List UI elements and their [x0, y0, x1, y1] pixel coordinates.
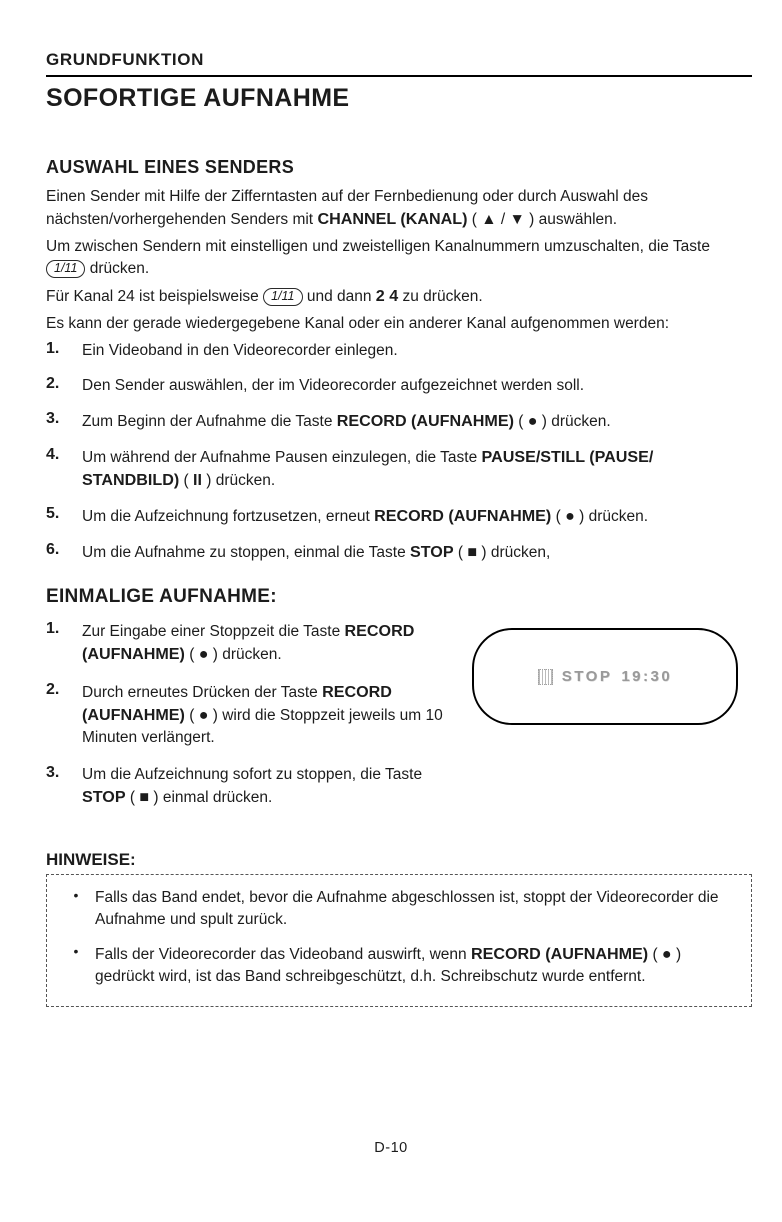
bullet-icon: • [73, 943, 79, 959]
step-text: Ein Videoband in den Videorecorder einlegen. [82, 342, 398, 359]
paragraph-channel-3: Für Kanal 24 ist beispielsweise 1/11 und dann 2 4 zu drücken. [46, 287, 483, 305]
step-number: 2. [46, 375, 60, 392]
bullet-text: Falls das Band endet, bevor die Aufnahme abgeschlossen ist, stoppt der Videorecorder die Aufnahme und spult zurück. [95, 889, 719, 928]
page-title: SOFORTIGE AUFNAHME [46, 84, 350, 112]
header-rule [46, 75, 752, 77]
step-text: Um während der Aufnahme Pausen einzulegen, die Taste PAUSE/STILL (PAUSE/ STANDBILD) ( II ) drücken. [82, 448, 654, 489]
otr-section [46, 586, 752, 824]
step-text: Zur Eingabe einer Stoppzeit die Taste RECORD (AUFNAHME) ( ● ) drücken. [82, 622, 415, 663]
display-wrap [458, 620, 752, 824]
step-text: Durch erneutes Drücken der Taste RECORD (AUFNAHME) ( ● ) wird die Stoppzeit jeweils um 10 Minuten verlängert. [82, 683, 443, 746]
record-intro: Es kann der gerade wiedergegebene Kanal oder ein anderer Kanal aufgenommen werden: [46, 315, 670, 332]
list-item [46, 541, 752, 564]
step-text: Zum Beginn der Aufnahme die Taste RECORD (AUFNAHME) ( ● ) drücken. [82, 412, 611, 430]
step-number: 3. [46, 410, 60, 427]
step-number: 2. [46, 681, 60, 698]
list-item [57, 887, 737, 931]
channel-select-section [46, 157, 752, 308]
chapter-header: GRUNDFUNKTION [46, 50, 204, 69]
list-item [46, 410, 752, 433]
list-item [46, 620, 458, 666]
step-text: Um die Aufzeichnung sofort zu stoppen, die Taste STOP ( ■ ) einmal drücken. [82, 766, 423, 806]
step-number: 4. [46, 446, 60, 463]
display-stop-label: STOP [561, 668, 613, 685]
display-stop-time: 19:30 [621, 668, 673, 685]
bullet-icon: • [73, 887, 79, 903]
digit-toggle-button-icon: 1/11 [46, 260, 85, 278]
record-steps-section [46, 313, 752, 564]
step-text: Um die Aufzeichnung fortzusetzen, erneut RECORD (AUFNAHME) ( ● ) drücken. [82, 507, 649, 525]
otr-row [46, 620, 752, 824]
step-number: 5. [46, 505, 60, 522]
list-item [46, 764, 458, 809]
notes-heading: HINWEISE: [46, 850, 136, 869]
step-number: 3. [46, 764, 60, 781]
vcr-display-panel [472, 628, 738, 725]
step-text: Den Sender auswählen, der im Videorecorder aufgezeichnet werden soll. [82, 377, 585, 394]
digit-toggle-button-icon: 1/11 [263, 288, 302, 306]
cassette-icon [538, 669, 553, 685]
list-item [46, 681, 458, 749]
notes-section [46, 850, 752, 1007]
otr-steps-list [46, 620, 458, 824]
list-item [46, 505, 752, 528]
notes-box [46, 874, 752, 1007]
step-number: 1. [46, 340, 60, 357]
list-item [46, 446, 752, 492]
bullet-text: Falls der Videorecorder das Videoband auswirft, wenn RECORD (AUFNAHME) ( ● ) gedrückt wird, ist das Band schreibgeschützt, d.h. Schreibschutz wurde entfernt. [95, 945, 682, 985]
record-steps-list [46, 340, 752, 564]
section-heading-otr: EINMALIGE AUFNAHME: [46, 586, 277, 607]
list-item [46, 375, 752, 397]
step-text: Um die Aufnahme zu stoppen, einmal die Taste STOP ( ■ ) drücken, [82, 543, 551, 561]
list-item [46, 340, 752, 362]
step-number: 6. [46, 541, 60, 558]
step-number: 1. [46, 620, 60, 637]
section-heading-channel: AUSWAHL EINES SENDERS [46, 157, 295, 177]
paragraph-channel-2: Um zwischen Sendern mit einstelligen und zweistelligen Kanalnummern umzuschalten, die Taste 1/11 drücken. [46, 238, 710, 277]
page-number: D-10 [374, 1140, 408, 1156]
paragraph-channel-1: Einen Sender mit Hilfe der Zifferntasten auf der Fernbedienung oder durch Auswahl des nächsten/vorhergehenden Senders mit CHANNEL (KANAL) ( ▲ / ▼ ) auswählen. [46, 188, 648, 228]
list-item [57, 943, 737, 988]
